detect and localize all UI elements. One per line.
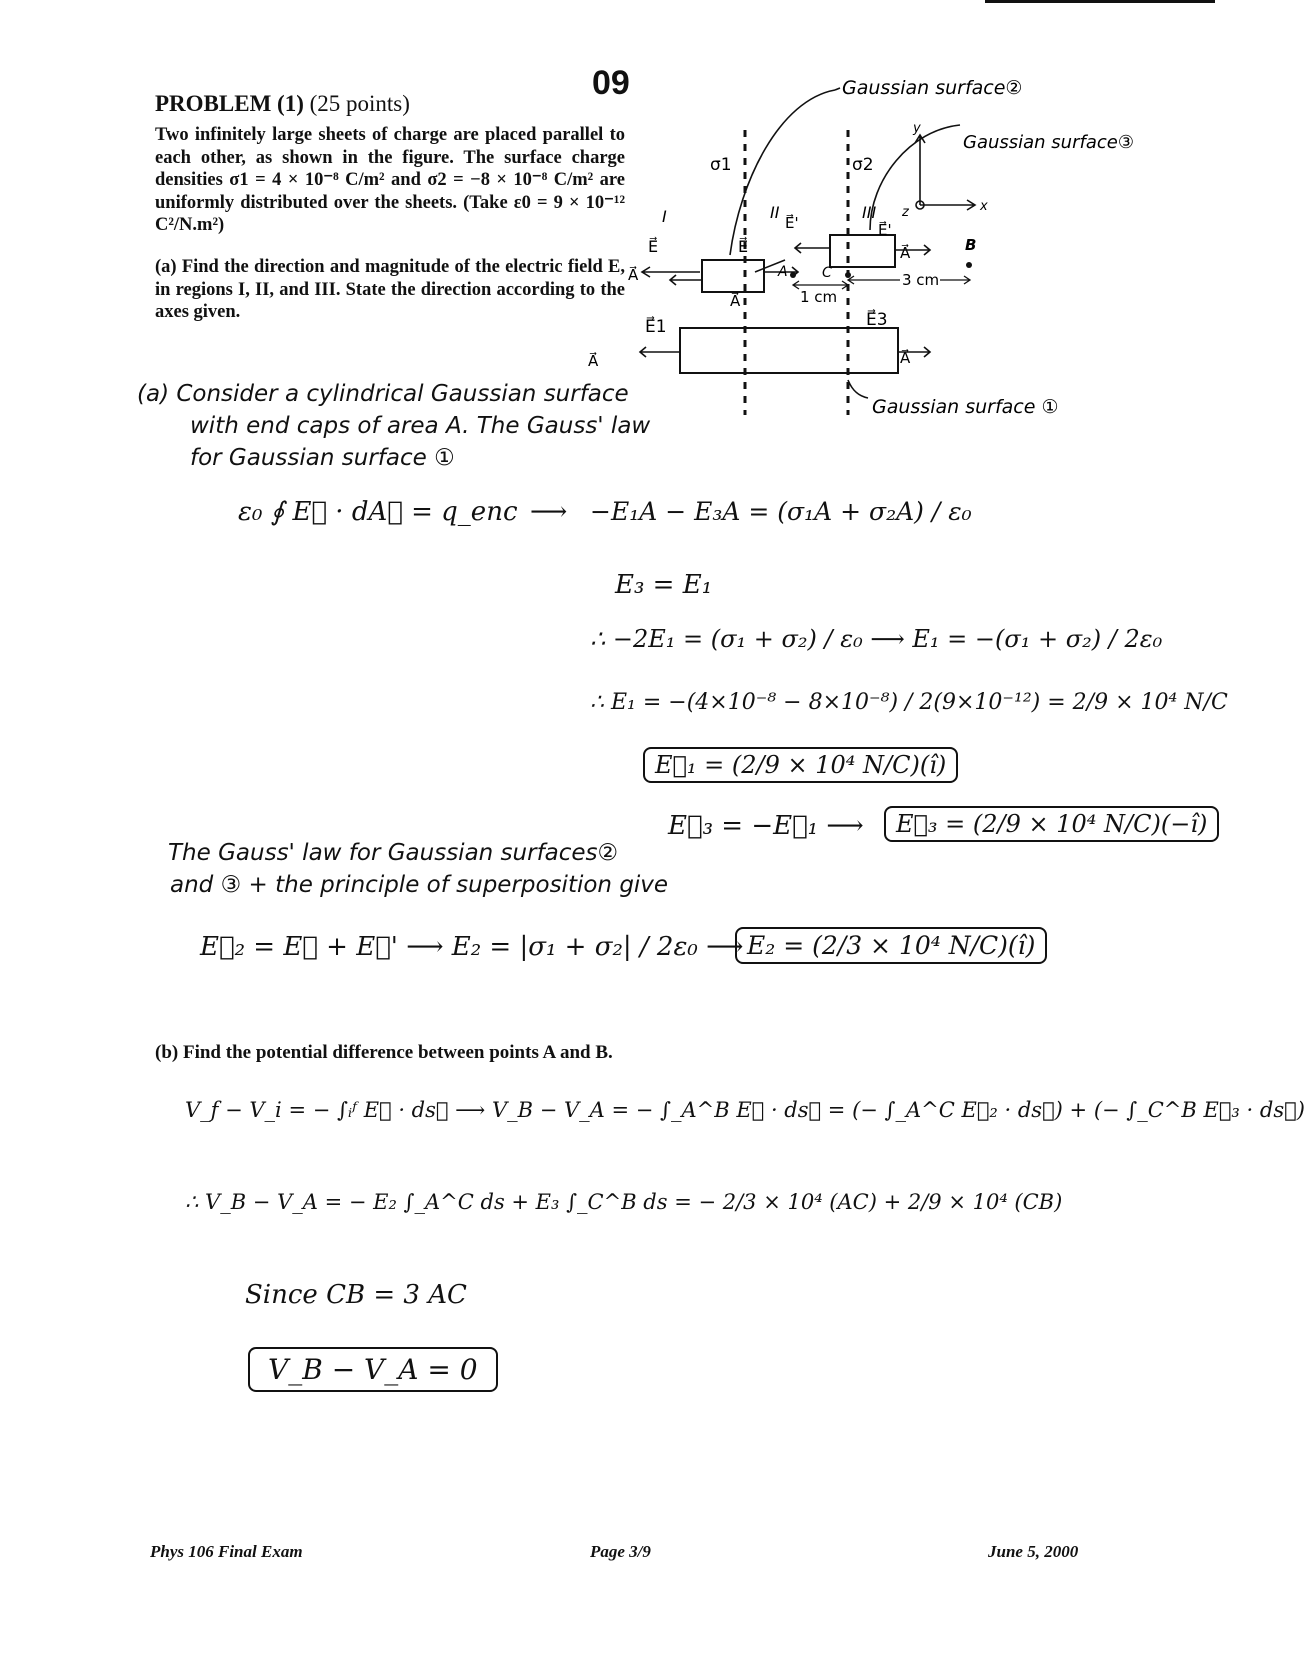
label-region-1: I	[662, 207, 667, 226]
label-point-a: A	[778, 264, 788, 280]
label-point-c: C	[822, 265, 832, 281]
label-vec-e-prime: E⃗'	[785, 214, 799, 232]
label-gaussian-surface-3: Gaussian surface③	[963, 132, 1134, 153]
eq-2e1: ∴ −2E₁ = (σ₁ + σ₂) / ε₀ ⟶ E₁ = −(σ₁ + σ₂) / 2ε₀	[590, 625, 1163, 653]
leader-surface-1	[848, 380, 868, 398]
problem-statement: Two infinitely large sheets of charge are placed parallel to each other, as shown in the figure. The surface charge densities σ1 = 4 × 10⁻⁸ C/m² and σ2 = −8 × 10⁻⁸ C/m² are uniformly distributed over the sheets. (Take ε0 = 9 × 10⁻¹² C²/N.m²)	[155, 125, 625, 235]
boxed-e2-result: E₂ = (2/3 × 10⁴ N/C)(î)	[735, 927, 1047, 964]
vector-arrows	[640, 243, 930, 357]
label-1cm: 1 cm	[800, 288, 838, 306]
label-3cm: 3 cm	[902, 271, 940, 289]
label-gaussian-surface-2: Gaussian surface②	[842, 77, 1023, 99]
label-vec-e3: E⃗3	[866, 310, 888, 330]
eq-e1-numeric: ∴ E₁ = −(4×10⁻⁸ − 8×10⁻⁸) / 2(9×10⁻¹²) = 2/9 × 10⁴ N/C	[590, 690, 1228, 715]
label-vec-e-prime-right: E⃗'	[878, 221, 892, 239]
label-axis-y: y	[913, 121, 921, 136]
part-a-question: (a) Find the direction and magnitude of the electric field E, in regions I, II, and III. State the direction according to the axes given.	[155, 257, 625, 322]
boxed-e1-result: E⃗₁ = (2/9 × 10⁴ N/C)(î)	[643, 747, 958, 783]
page-number: 09	[592, 64, 630, 102]
eq-e2: E⃗₂ = E⃗ + E⃗' ⟶ E₂ = |σ₁ + σ₂| / 2ε₀ ⟶	[200, 932, 744, 962]
label-vec-area-1: A⃗	[628, 266, 639, 284]
gaussian-surface-1-shape	[680, 328, 898, 373]
part-b-question: (b) Find the potential difference between points A and B.	[155, 1042, 613, 1063]
label-region-3: III	[862, 203, 877, 222]
eq-gauss-law: ε₀ ∮ E⃗ · dA⃗ = q_enc	[238, 497, 518, 527]
eq-since: Since CB = 3 AC	[245, 1280, 467, 1310]
label-vec-area-5: A⃗	[900, 349, 911, 367]
boxed-e3-result: E⃗₃ = (2/9 × 10⁴ N/C)(−î)	[884, 806, 1219, 842]
label-region-2: II	[770, 203, 780, 222]
eq-e3-vector: E⃗₃ = −E⃗₁ ⟶	[668, 811, 864, 841]
eq-potential-result: ∴ V_B − V_A = − E₂ ∫_A^C ds + E₃ ∫_C^B ds = − 2/3 × 10⁴ (AC) + 2/9 × 10⁴ (CB)	[185, 1190, 1063, 1214]
sol-a-gauss23-2: and ③ + the principle of superposition give	[170, 872, 669, 898]
sol-a-intro-3: for Gaussian surface ①	[190, 445, 455, 471]
label-vec-e1: E⃗1	[645, 317, 667, 337]
problem-title	[155, 91, 410, 117]
problem-label: PROBLEM (1)	[155, 91, 304, 116]
eq-potential-general: V_f − V_i = − ∫ᵢᶠ E⃗ · ds⃗ ⟶ V_B − V_A = − ∫_A^B E⃗ · ds⃗ = (− ∫_A^C E⃗₂ · ds⃗) + (− ∫_C^B E⃗₃ · ds⃗)	[185, 1098, 1305, 1122]
eq-gauss-arrow: ⟶	[530, 497, 568, 527]
label-sigma2: σ2	[852, 155, 874, 175]
footer-left: Phys 106 Final Exam	[150, 1542, 303, 1561]
problem-points: (25 points)	[309, 91, 410, 116]
eq-gauss-result: −E₁A − E₃A = (σ₁A + σ₂A) / ε₀	[590, 497, 972, 526]
footer-right: June 5, 2000	[988, 1542, 1079, 1561]
gaussian-surface-2-shape	[702, 260, 764, 292]
sol-a-intro-1: (a) Consider a cylindrical Gaussian surface	[137, 381, 629, 407]
sol-a-intro-2: with end caps of area A. The Gauss' law	[190, 413, 651, 439]
label-vec-e-left: E⃗	[648, 237, 659, 256]
label-vec-e-mid: E⃗	[738, 237, 749, 256]
boxed-potential-result: V_B − V_A = 0	[248, 1347, 498, 1392]
eq-e3-equals-e1: E₃ = E₁	[615, 570, 713, 600]
label-point-b: B	[965, 236, 977, 254]
leader-surface-3	[870, 125, 960, 230]
label-vec-area-3: A⃗	[900, 244, 911, 262]
label-axis-x: x	[980, 199, 988, 214]
sol-a-gauss23-1: The Gauss' law for Gaussian surfaces②	[168, 840, 619, 866]
gaussian-surface-3-shape	[830, 235, 895, 267]
top-rule	[985, 0, 1215, 3]
footer-center: Page 3/9	[590, 1542, 651, 1561]
label-axis-z: z	[902, 205, 909, 220]
label-vec-area-4: A⃗	[588, 352, 599, 370]
label-gaussian-surface-1: Gaussian surface ①	[872, 396, 1059, 418]
label-sigma1: σ1	[710, 155, 732, 175]
label-vec-area-2: A⃗	[730, 292, 741, 310]
